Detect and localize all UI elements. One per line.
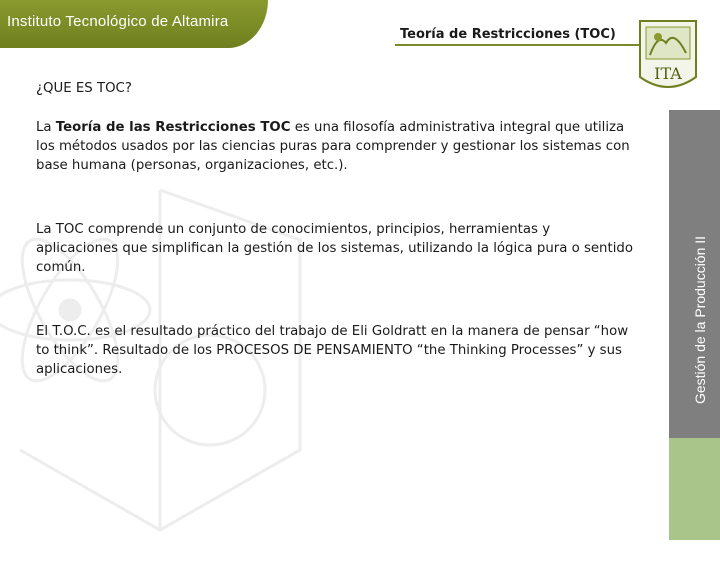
slide-title: Teoría de Restricciones (TOC)	[400, 27, 616, 42]
course-name: Gestión de la Producción II	[692, 235, 708, 405]
paragraph-definition	[36, 118, 636, 175]
p1-bold-term: Teoría de las Restricciones TOC	[55, 120, 291, 135]
header-bar	[0, 0, 268, 48]
side-band-green	[669, 438, 720, 540]
title-underline	[395, 44, 640, 46]
side-band	[669, 110, 720, 540]
institution-name: Instituto Tecnológico de Altamira	[7, 13, 229, 30]
paragraph-scope: La TOC comprende un conjunto de conocimientos, principios, herramientas y aplicaciones que simplifican la gestión de los sistemas, utilizando la lógica pura o sentido común.	[36, 222, 633, 275]
paragraph-origin: El T.O.C. es el resultado práctico del trabajo de Eli Goldratt en la manera de pensar “how to think”. Resultado de los PROCESOS DE PENSAMIENTO “the Thinking Processes” y sus aplicaciones.	[36, 324, 629, 377]
logo-text: ITA	[654, 64, 682, 83]
p1-after: es una filosofía administrativa integral que utiliza los métodos usados por las ciencias puras para comprender y gestionar los sistemas con base humana (personas, organizaciones, etc.).	[36, 120, 630, 173]
section-heading: ¿QUE ES TOC?	[36, 81, 132, 96]
ita-logo-icon	[636, 15, 700, 99]
p1-before: La	[36, 120, 56, 135]
